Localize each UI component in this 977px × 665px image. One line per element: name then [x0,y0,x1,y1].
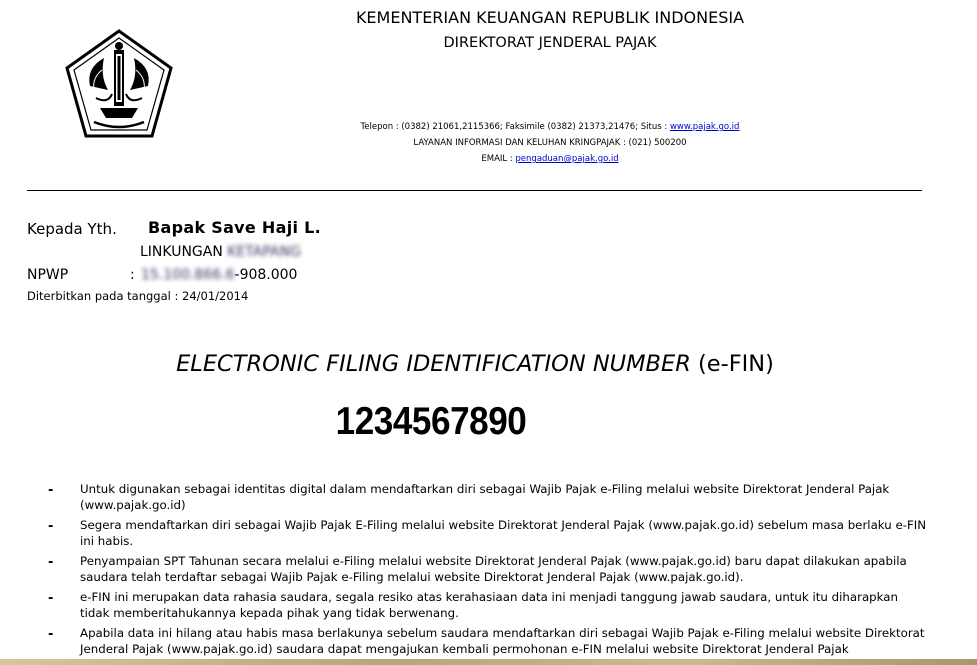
bullet-marker: - [48,519,54,534]
list-item-text: Apabila data ini hilang atau habis masa berlakunya sebelum saudara mendaftarkan diri sebagai Wajib Pajak e-Filing melalui website Direktorat Jenderal Pajak (www.pajak.go.id) saudara dapat mengajukan kembali permohonan e-FIN melalui website Direktorat Jenderal Pajak [80,626,925,656]
contact-email-line [300,153,800,165]
recipient-name: Bapak Save Haji L. [148,218,322,237]
npwp-label: NPWP [27,267,69,283]
recipient-address [140,244,301,260]
bullet-marker: - [48,483,54,498]
email-link[interactable]: pengaduan@pajak.go.id [515,154,619,164]
website-link[interactable]: www.pajak.go.id [669,122,740,132]
instruction-list [48,481,928,665]
contact-service-line: LAYANAN INFORMASI DAN KELUHAN KRINGPAJAK : (021) 500200 [413,138,687,148]
list-item [48,517,928,549]
npwp-redacted: 15.100.866.6 [141,267,235,283]
bullet-marker: - [48,555,54,570]
bullet-marker: - [48,627,54,642]
list-item-text: Segera mendaftarkan diri sebagai Wajib Pajak E-Filing melalui website Direktorat Jenderal Pajak (www.pajak.go.id) sebelum masa berlaku e-FIN ini habis. [80,518,927,548]
list-item [48,481,928,513]
list-item [48,553,928,585]
list-item-text: Untuk digunakan sebagai identitas digital dalam mendaftarkan diri sebagai Wajib Pajak e-Filing melalui website Direktorat Jenderal Pajak (www.pajak.go.id) [80,482,890,512]
contact-phone-text: Telepon : (0382) 21061,2115366; Faksimile (0382) 21373,21476; Situs : [360,122,670,132]
contact-phone-line [300,121,800,133]
bullet-marker: - [48,591,54,606]
npwp-value [141,267,297,283]
kepada-label: Kepada Yth. [27,220,117,238]
efin-title-italic: ELECTRONIC FILING IDENTIFICATION NUMBER [176,351,691,377]
npwp-colon: : [130,267,135,283]
ministry-emblem-icon [64,28,174,140]
header-divider [27,190,922,191]
email-label: EMAIL : [481,154,516,164]
efin-number: 1234567890 [335,400,527,443]
list-item [48,589,928,621]
issued-date: Diterbitkan pada tanggal : 24/01/2014 [27,289,249,303]
address-prefix: LINKUNGAN [140,244,228,260]
list-item-text: e-FIN ini merupakan data rahasia saudara, segala resiko atas kerahasiaan data ini menjadi tanggung jawab saudara, untuk itu diharapkan tidak memberitahukannya kepada pihak yang tidak berwenang. [80,590,898,620]
list-item-text: Penyampaian SPT Tahunan secara melalui e-Filing melalui website Direktorat Jenderal Pajak (www.pajak.go.id) baru dapat dilakukan apabila saudara telah terdaftar sebagai Wajib Pajak e-Filing melalui website Direktorat Jenderal Pajak (www.pajak.go.id). [80,554,907,584]
efin-title [0,350,950,378]
directorate-title: DIREKTORAT JENDERAL PAJAK [443,35,657,51]
npwp-suffix: -908.000 [234,267,298,283]
address-redacted: KETAPANG [227,244,301,260]
ministry-title: KEMENTERIAN KEUANGAN REPUBLIK INDONESIA [355,8,745,27]
bottom-edge-strip [0,659,977,665]
efin-title-suffix: (e-FIN) [690,351,774,377]
